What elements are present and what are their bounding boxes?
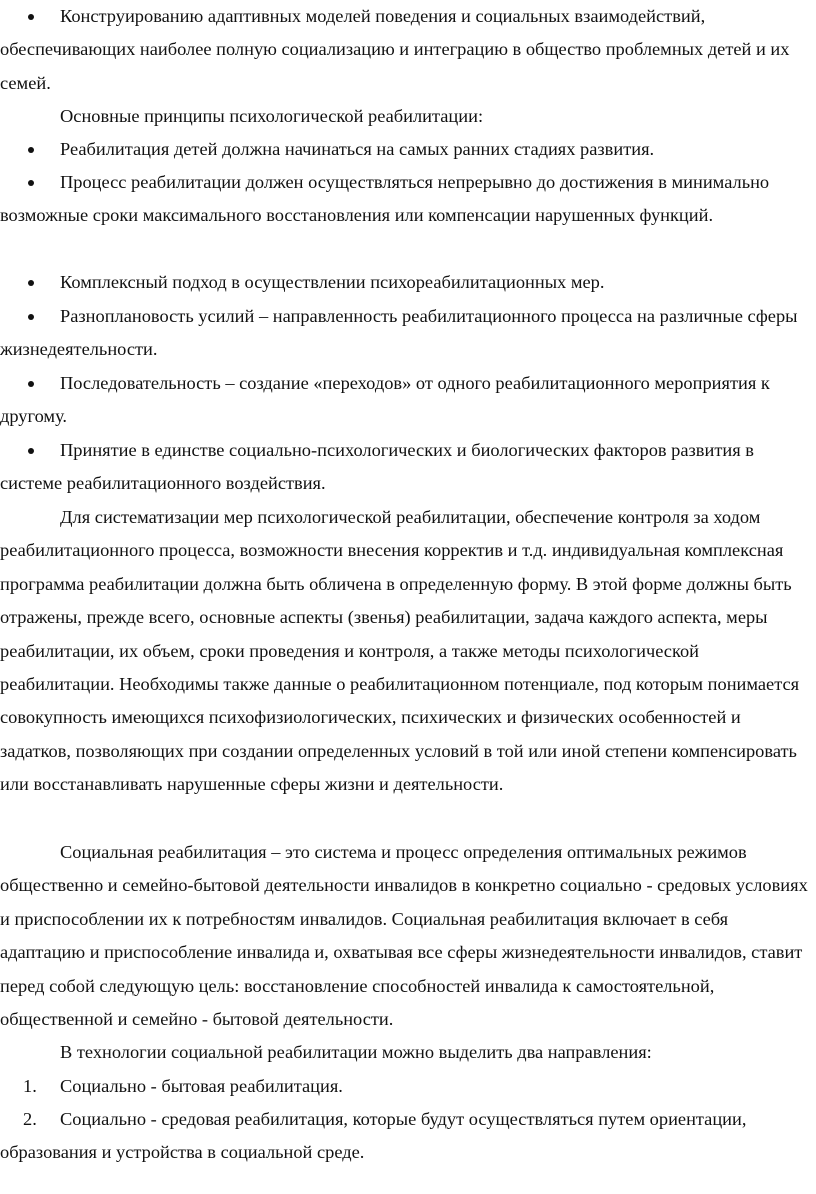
numbered-list-item [0,1070,812,1103]
numbered-list-item [0,1103,812,1170]
directions-heading-text: В технологии социальной реабилитации можно выделить два направления: [60,1042,652,1062]
bullet-icon [28,367,38,400]
bullet-icon [28,266,38,299]
list-item [0,434,812,501]
list-item-text: Последовательность – создание «переходов» от одного реабилитационного мероприятия к другому. [0,373,770,427]
bullet-icon [28,300,38,333]
list-item [0,367,812,434]
bullet-icon [28,166,38,199]
bullet-icon [28,0,38,33]
list-item [0,133,812,166]
list-number: 1. [23,1076,37,1096]
list-item-text: Конструированию адаптивных моделей поведения и социальных взаимодействий, обеспечивающих наиболее полную социализацию и интеграцию в общество проблемных детей и их семей. [0,6,790,93]
list-item-text: Реабилитация детей должна начинаться на самых ранних стадиях развития. [60,139,655,159]
list-item-text: Социально - бытовая реабилитация. [60,1076,343,1096]
list-number: 2. [23,1109,37,1129]
list-item-text: Разноплановость усилий – направленность реабилитационного процесса на различные сферы жизнедеятельности. [0,306,798,360]
section-heading [0,1036,812,1069]
bullet-icon [28,133,38,166]
list-item-text: Процесс реабилитации должен осуществляться непрерывно до достижения в минимально возможные сроки максимального восстановления или компенсации нарушенных функций. [0,172,770,226]
list-item [0,266,812,299]
paragraph-text: Социальная реабилитация – это система и процесс определения оптимальных режимов общественно и семейно-бытовой деятельности инвалидов в конкретно социально - средовых условиях и приспособлении их к потребностям инвалидов. Социальная реабилитация включает в себя адаптацию и приспособление инвалида и, охватывая все сферы жизнедеятельности инвалидов, ставит перед собой следующую цель: восстановление способностей инвалида к самостоятельной, общественной и семейно - бытовой деятельности. [0,842,808,1030]
list-item-text: Принятие в единстве социально-психологических и биологических факторов развития в системе реабилитационного воздействия. [0,440,754,494]
paragraph-text: Для систематизации мер психологической реабилитации, обеспечение контроля за ходом реабилитационного процесса, возможности внесения корректив и т.д. индивидуальная комплексная программа реабилитации должна быть обличена в определенную форму. В этой форме должны быть отражены, прежде всего, основные аспекты (звенья) реабилитации, задача каждого аспекта, меры реабилитации, их объем, сроки проведения и контроля, а также методы психологической реабилитации. Необходимы также данные о реабилитационном потенциале, под которым понимается совокупность имеющихся психофизиологических, психических и физических особенностей и задатков, позволяющих при создании определенных условий в той или иной степени компенсировать или восстанавливать нарушенные сферы жизни и деятельности. [0,507,800,795]
list-item [0,0,812,100]
section-heading [0,100,812,133]
bullet-icon [28,434,38,467]
list-item [0,166,812,233]
list-item-text: Комплексный подход в осуществлении психореабилитационных мер. [60,272,605,292]
list-item-text: Социально - средовая реабилитация, которые будут осуществляться путем ориентации, образования и устройства в социальной среде. [0,1109,747,1163]
list-item [0,300,812,367]
principles-heading-text: Основные принципы психологической реабилитации: [60,106,484,126]
paragraph [0,836,812,1036]
paragraph [0,501,812,802]
